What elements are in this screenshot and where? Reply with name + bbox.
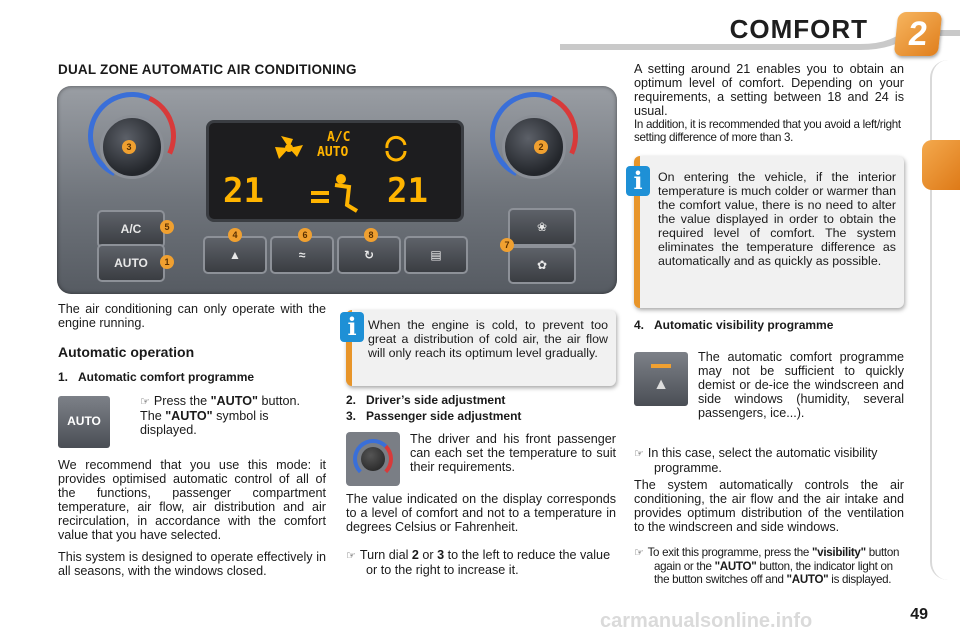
ac-button[interactable]: A/C	[97, 210, 165, 248]
cold-engine-info-box	[346, 310, 616, 386]
hand-pointer-icon: ☞	[634, 448, 644, 460]
marker-7: 7	[500, 238, 514, 252]
setting-text: A setting around 21 enables you to obtain an optimum level of comfort. Depending on your requirements, a setting between 18 and 24 is usual.	[634, 62, 904, 118]
cold-engine-info-text: When the engine is cold, to prevent too great a distribution of cold air, the air flow will only reach its optimum level gradually.	[368, 318, 608, 360]
marker-1: 1	[160, 255, 174, 269]
display-ac-label: A/C	[327, 130, 351, 145]
fan-small-icon: ✿	[536, 258, 548, 272]
automatic-operation-heading: Automatic operation	[58, 344, 195, 360]
seasons-text: This system is designed to operate effectively in all seasons, with the windows closed.	[58, 550, 326, 578]
fan-icon	[269, 133, 309, 163]
windscreen-icon: ▲	[653, 376, 669, 393]
auto-button[interactable]: AUTO	[97, 244, 165, 282]
comfort-info-text: On entering the vehicle, if the interior temperature is much colder or warmer than the comfort value, there is no need to alter the value displayed in order to obtain the required level of comfort. The system eliminates the temperature difference as automatically and as quickly as possible.	[658, 170, 896, 268]
dial-thumb-knob-icon	[361, 447, 385, 471]
page-number: 49	[910, 606, 928, 623]
air-distribution-button-icon: ≈	[298, 248, 306, 262]
marker-5: 5	[160, 220, 174, 234]
rear-demist-icon: ▤	[430, 248, 442, 262]
display-auto-label: AUTO	[317, 145, 349, 160]
watermark: carmanualsonline.info	[600, 610, 813, 632]
item1-title: 1. Automatic comfort programme	[58, 370, 255, 384]
turn-dial-text: ☞ Turn dial 2 or 3 to the left to reduce the value or to the right to increase it.	[346, 548, 611, 577]
info-icon: i	[626, 166, 650, 196]
fan-decrease-button[interactable]	[508, 246, 576, 284]
hand-pointer-icon: ☞	[634, 547, 644, 559]
recirculation-icon	[381, 133, 411, 163]
hand-pointer-icon: ☞	[140, 396, 150, 408]
system-controls-text: The system automatically controls the air conditioning, the air flow and the air intake and provides optimum distribution of the ventilation to the windscreen and side windows.	[634, 478, 904, 534]
air-distribution-icon	[301, 171, 371, 215]
fan-large-icon: ❀	[536, 220, 548, 234]
section-title: DUAL ZONE AUTOMATIC AIR CONDITIONING	[58, 62, 357, 77]
item4-title: 4. Automatic visibility programme	[634, 318, 834, 332]
adjust-text: The driver and his front passenger can each set the temperature to suit their requirements.	[410, 432, 616, 474]
recommend-text: We recommend that you use this mode: it provides optimised automatic control of all of the functions, passenger compartment temperature, air flow, air distribution and air recirculation, in accordance with the comfort value that you have selected.	[58, 458, 326, 542]
marker-4: 4	[228, 228, 242, 242]
display-right-temp: 21	[387, 171, 428, 211]
marker-8: 8	[364, 228, 378, 242]
intro-text: The air conditioning can only operate with the engine running.	[58, 302, 326, 330]
recirculation-button-icon: ↻	[363, 248, 375, 262]
marker-6: 6	[298, 228, 312, 242]
difference-text: In addition, it is recommended that you avoid a left/right setting difference of more than 3.	[634, 118, 901, 144]
press-auto-text: ☞ Press the "AUTO" button. The "AUTO" symbol is displayed.	[140, 394, 300, 437]
dial-thumbnail	[346, 432, 400, 486]
side-tab-strip	[930, 60, 960, 580]
side-tab-active[interactable]	[922, 140, 960, 190]
info-icon: i	[340, 312, 364, 342]
rear-demist-button[interactable]	[404, 236, 468, 274]
value-text: The value indicated on the display corresponds to a level of comfort and not to a temperature in degrees Celsius or Fahrenheit.	[346, 492, 616, 534]
windscreen-demist-icon: ▲	[229, 248, 241, 262]
marker-3: 3	[122, 140, 136, 154]
fan-increase-button[interactable]	[508, 208, 576, 246]
indicator-light-icon	[651, 364, 671, 368]
chapter-number: 2	[894, 12, 943, 56]
marker-2: 2	[534, 140, 548, 154]
chapter-title: COMFORT	[729, 14, 868, 44]
auto-button-thumbnail	[58, 396, 110, 448]
item2-title: 2. Driver’s side adjustment	[346, 393, 506, 407]
hand-pointer-icon: ☞	[346, 550, 356, 562]
visibility-button-thumbnail	[634, 352, 688, 406]
visibility-text: The automatic comfort programme may not be sufficient to quickly demist or de-ice the windscreen and side windows (humidity, several passengers, ice...).	[698, 350, 904, 420]
exit-programme-text: ☞ To exit this programme, press the "visibility" button again or the "AUTO" button, the indicator light on the button switches off and "AUTO" is displayed.	[634, 546, 900, 586]
climate-display	[206, 120, 464, 222]
select-visibility-text: ☞ In this case, select the automatic visibility programme.	[634, 446, 878, 475]
display-left-temp: 21	[223, 171, 264, 211]
comfort-info-box	[634, 156, 904, 308]
auto-thumb-label: AUTO	[67, 414, 101, 428]
item3-title: 3. Passenger side adjustment	[346, 409, 522, 423]
